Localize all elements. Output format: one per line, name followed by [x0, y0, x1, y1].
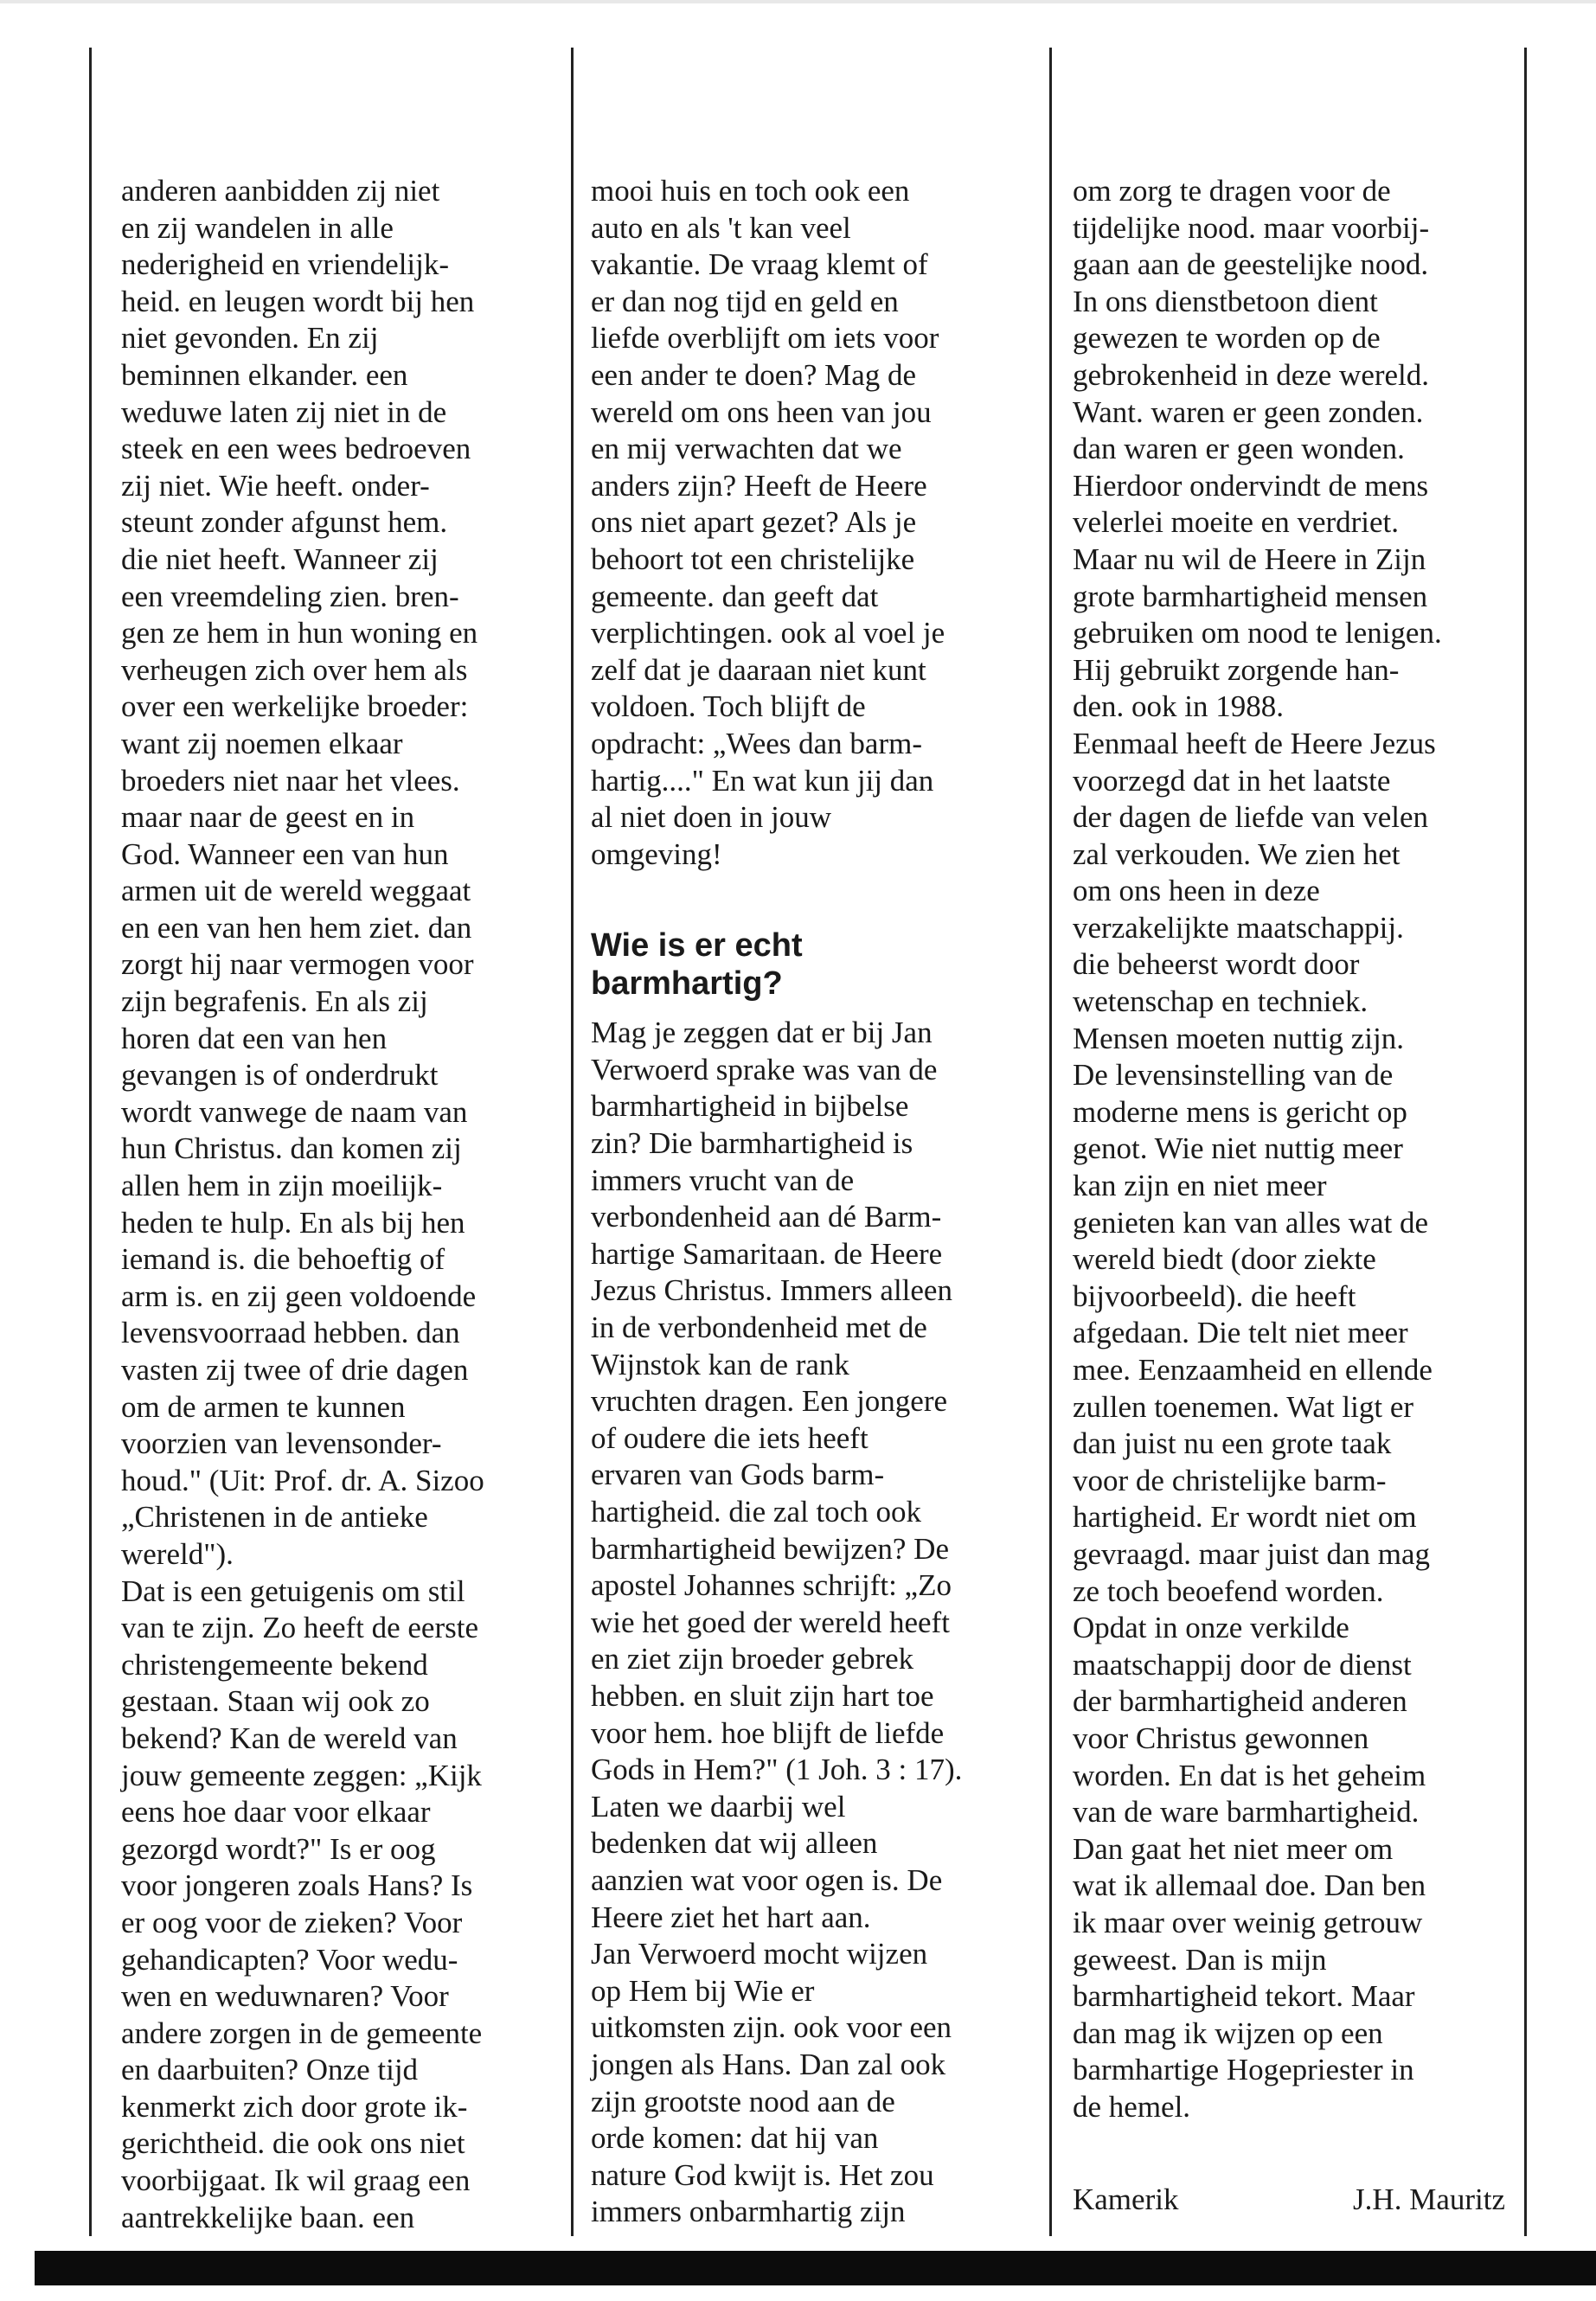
- text-column-2: [591, 173, 1032, 2231]
- text-line: zij niet. Wie heeft. onder-: [121, 468, 430, 503]
- text-line: anders zijn? Heeft de Heere: [591, 468, 927, 503]
- text-line: van te zijn. Zo heeft de eerste: [121, 1611, 478, 1645]
- text-line: dan waren er geen wonden.: [1073, 432, 1405, 466]
- text-line: den. ook in 1988.: [1073, 689, 1285, 724]
- text-line: wordt vanwege de naam van: [121, 1094, 468, 1129]
- text-line: Dan gaat het niet meer om: [1073, 1831, 1394, 1866]
- text-line: Eenmaal heeft de Heere Jezus: [1073, 726, 1436, 760]
- text-line: zin? Die barmhartigheid is: [591, 1126, 913, 1161]
- text-line: beminnen elkander. een: [121, 357, 408, 392]
- text-line: wereld om ons heen van jou: [591, 394, 932, 429]
- text-line: een ander te doen? Mag de: [591, 357, 917, 392]
- signature-author: J.H. Mauritz: [1353, 2182, 1505, 2216]
- text-line: Wijnstok kan de rank: [591, 1347, 849, 1381]
- text-line: Hierdoor ondervindt de mens: [1073, 468, 1429, 503]
- text-line: zelf dat je daaraan niet kunt: [591, 652, 926, 687]
- text-line: over een werkelijke broeder:: [121, 689, 469, 724]
- text-line: wereld biedt (door ziekte: [1073, 1242, 1376, 1277]
- text-line: aanzien wat voor ogen is. De: [591, 1862, 943, 1897]
- column-rule-middle-1: [571, 48, 574, 2236]
- text-line: voor jongeren zoals Hans? Is: [121, 1868, 473, 1903]
- text-line: op Hem bij Wie er: [591, 1973, 815, 2008]
- text-line: voor de christelijke barm-: [1073, 1463, 1387, 1497]
- text-line: andere zorgen in de gemeente: [121, 2016, 483, 2050]
- text-line: jouw gemeente zeggen: „Kijk: [121, 1758, 482, 1792]
- column-rule-right: [1524, 48, 1527, 2236]
- text-line: Gods in Hem?" (1 Joh. 3 : 17).: [591, 1753, 963, 1787]
- text-line: immers onbarmhartig zijn: [591, 2195, 906, 2229]
- text-line: gen ze hem in hun woning en: [121, 616, 478, 651]
- text-line: hebben. en sluit zijn hart toe: [591, 1678, 934, 1713]
- text-line: en een van hen hem ziet. dan: [121, 910, 472, 945]
- text-line: om ons heen in deze: [1073, 874, 1320, 908]
- text-line: Heere ziet het hart aan.: [591, 1900, 871, 1934]
- text-line: genieten kan van alles wat de: [1073, 1205, 1429, 1240]
- text-line: De levensinstelling van de: [1073, 1058, 1394, 1093]
- text-line: christengemeente bekend: [121, 1647, 428, 1682]
- text-line: broeders niet naar het vlees.: [121, 763, 460, 798]
- text-line: Mensen moeten nuttig zijn.: [1073, 1021, 1404, 1055]
- text-line: ervaren van Gods barm-: [591, 1458, 885, 1492]
- text-line: vasten zij twee of drie dagen: [121, 1353, 469, 1387]
- text-line: of oudere die iets heeft: [591, 1420, 869, 1455]
- text-line: uitkomsten zijn. ook voor een: [591, 2010, 952, 2045]
- text-line: eens hoe daar voor elkaar: [121, 1795, 431, 1830]
- section-heading: [591, 926, 1032, 1003]
- text-line: steek en een wees bedroeven: [121, 432, 471, 466]
- text-line: hartigheid. Er wordt niet om: [1073, 1500, 1417, 1535]
- text-line: behoort tot een christelijke: [591, 542, 915, 576]
- text-line: iemand is. die behoeftig of: [121, 1242, 445, 1277]
- text-line: een vreemdeling zien. bren-: [121, 579, 459, 613]
- text-line: Jan Verwoerd mocht wijzen: [591, 1937, 928, 1971]
- text-line: Maar nu wil de Heere in Zijn: [1073, 542, 1426, 576]
- top-edge-line: [0, 0, 1596, 3]
- text-line: maatschappij door de dienst: [1073, 1647, 1412, 1682]
- text-line: verbondenheid aan dé Barm-: [591, 1200, 942, 1234]
- text-line: Dat is een getuigenis om stil: [121, 1574, 465, 1608]
- text-line: wetenschap en techniek.: [1073, 984, 1368, 1019]
- text-line: nature God kwijt is. Het zou: [591, 2157, 934, 2192]
- text-column-3: [1073, 173, 1514, 2125]
- text-line: wereld").: [121, 1536, 234, 1571]
- text-line: hun Christus. dan komen zij: [121, 1131, 462, 1166]
- text-line: horen dat een van hen: [121, 1021, 388, 1055]
- text-line: kenmerkt zich door grote ik-: [121, 2089, 468, 2124]
- text-line: zullen toenemen. Wat ligt er: [1073, 1389, 1414, 1424]
- text-line: gevangen is of onderdrukt: [121, 1058, 439, 1093]
- text-line: heden te hulp. En als bij hen: [121, 1205, 465, 1240]
- text-line: Want. waren er geen zonden.: [1073, 394, 1424, 429]
- text-line: voorzien van levensonder-: [121, 1426, 442, 1461]
- text-line: bekend? Kan de wereld van: [121, 1721, 458, 1755]
- text-line: worden. En dat is het geheim: [1073, 1758, 1426, 1792]
- text-line: der dagen de liefde van velen: [1073, 800, 1429, 835]
- text-line: gevraagd. maar juist dan mag: [1073, 1536, 1431, 1571]
- text-line: heid. en leugen wordt bij hen: [121, 284, 475, 318]
- text-line: allen hem in zijn moeilijk-: [121, 1169, 443, 1203]
- text-line: grote barmhartigheid mensen: [1073, 579, 1428, 613]
- text-line: hartigheid. die zal toch ook: [591, 1495, 921, 1529]
- text-line: velerlei moeite en verdriet.: [1073, 505, 1400, 540]
- signature-place: Kamerik: [1073, 2182, 1179, 2216]
- text-line: van de ware barmhartigheid.: [1073, 1795, 1420, 1830]
- text-line: apostel Johannes schrijft: „Zo: [591, 1568, 952, 1603]
- text-line: barmhartigheid bewijzen? De: [591, 1531, 949, 1566]
- text-line: In ons dienstbetoon dient: [1073, 284, 1378, 318]
- text-line: vakantie. De vraag klemt of: [591, 247, 928, 282]
- text-line: Laten we daarbij wel: [591, 1789, 846, 1823]
- text-line: bedenken dat wij alleen: [591, 1826, 878, 1861]
- text-line: de hemel.: [1073, 2089, 1191, 2124]
- text-line: orde komen: dat hij van: [591, 2121, 879, 2156]
- text-line: verzakelijkte maatschappij.: [1073, 910, 1404, 945]
- text-line: bijvoorbeeld). die heeft: [1073, 1279, 1356, 1313]
- text-line: anderen aanbidden zij niet: [121, 174, 440, 208]
- text-line: barmhartige Hogepriester in: [1073, 2053, 1414, 2087]
- text-line: hartige Samaritaan. de Heere: [591, 1236, 943, 1271]
- text-line: liefde overblijft om iets voor: [591, 321, 939, 356]
- text-column-1: [121, 173, 562, 2236]
- text-line: omgeving!: [591, 836, 722, 871]
- text-line: om zorg te dragen voor de: [1073, 174, 1391, 208]
- text-line: voorzegd dat in het laatste: [1073, 763, 1391, 798]
- text-line: en daarbuiten? Onze tijd: [121, 2053, 419, 2087]
- text-line: opdracht: „Wees dan barm-: [591, 726, 922, 760]
- column-2-paragraph-after: [591, 1015, 1032, 2231]
- column-2-paragraph-before: [591, 173, 1032, 873]
- text-line: barmhartigheid in bijbelse: [591, 1089, 909, 1124]
- text-line: gewezen te worden op de: [1073, 321, 1381, 356]
- text-line: dan mag ik wijzen op een: [1073, 2016, 1383, 2050]
- text-line: maar naar de geest en in: [121, 800, 415, 835]
- text-line: der barmhartigheid anderen: [1073, 1684, 1407, 1719]
- text-line: hartig...." En wat kun jij dan: [591, 763, 934, 798]
- text-line: gebrokenheid in deze wereld.: [1073, 357, 1430, 392]
- text-line: levensvoorraad hebben. dan: [121, 1316, 460, 1350]
- text-line: al niet doen in jouw: [591, 800, 832, 835]
- text-line: en ziet zijn broeder gebrek: [591, 1642, 914, 1676]
- footer-black-bar: [35, 2251, 1596, 2285]
- text-line: genot. Wie niet nuttig meer: [1073, 1131, 1403, 1166]
- text-line: jongen als Hans. Dan zal ook: [591, 2047, 946, 2081]
- text-line: mooi huis en toch ook een: [591, 174, 910, 208]
- text-line: houd." (Uit: Prof. dr. A. Sizoo: [121, 1463, 484, 1497]
- section-heading-line-2: barmhartig?: [591, 965, 783, 1003]
- text-line: voorbijgaat. Ik wil graag een: [121, 2163, 471, 2198]
- text-line: wen en weduwnaren? Voor: [121, 1979, 449, 2014]
- text-line: wat ik allemaal doe. Dan ben: [1073, 1868, 1426, 1903]
- text-line: dan juist nu een grote taak: [1073, 1426, 1392, 1461]
- column-rule-left: [89, 48, 92, 2236]
- text-line: want zij noemen elkaar: [121, 726, 403, 760]
- text-line: weduwe laten zij niet in de: [121, 394, 447, 429]
- column-rule-middle-2: [1049, 48, 1052, 2236]
- text-line: voldoen. Toch blijft de: [591, 689, 866, 724]
- text-line: en zij wandelen in alle: [121, 210, 394, 245]
- text-line: Opdat in onze verkilde: [1073, 1611, 1349, 1645]
- text-line: ons niet apart gezet? Als je: [591, 505, 917, 540]
- text-line: steunt zonder afgunst hem.: [121, 505, 448, 540]
- text-line: moderne mens is gericht op: [1073, 1094, 1407, 1129]
- text-line: gemeente. dan geeft dat: [591, 579, 879, 613]
- text-line: aantrekkelijke baan. een: [121, 2200, 415, 2234]
- text-line: gezorgd wordt?" Is er oog: [121, 1831, 436, 1866]
- text-line: er oog voor de zieken? Voor: [121, 1905, 463, 1939]
- text-line: gebruiken om nood te lenigen.: [1073, 616, 1442, 651]
- text-line: zal verkouden. We zien het: [1073, 836, 1401, 871]
- text-line: in de verbondenheid met de: [591, 1311, 927, 1345]
- text-line: wie het goed der wereld heeft: [591, 1605, 950, 1639]
- section-heading-line-1: Wie is er echt: [591, 927, 803, 965]
- text-line: zijn grootste nood aan de: [591, 2084, 895, 2118]
- text-line: Hij gebruikt zorgende han-: [1073, 652, 1400, 687]
- text-line: die niet heeft. Wanneer zij: [121, 542, 439, 576]
- text-line: Verwoerd sprake was van de: [591, 1052, 938, 1086]
- text-line: Jezus Christus. Immers alleen: [591, 1273, 952, 1308]
- text-line: Mag je zeggen dat er bij Jan: [591, 1016, 933, 1050]
- text-line: ze toch beoefend worden.: [1073, 1574, 1384, 1608]
- text-line: arm is. en zij geen voldoende: [121, 1279, 477, 1313]
- text-line: armen uit de wereld weggaat: [121, 874, 471, 908]
- text-line: gehandicapten? Voor wedu-: [121, 1942, 458, 1977]
- text-line: vruchten dragen. Een jongere: [591, 1384, 948, 1419]
- text-line: geweest. Dan is mijn: [1073, 1942, 1327, 1977]
- text-line: gestaan. Staan wij ook zo: [121, 1684, 430, 1719]
- text-line: en mij verwachten dat we: [591, 432, 902, 466]
- text-line: gaan aan de geestelijke nood.: [1073, 247, 1429, 282]
- text-line: gerichtheid. die ook ons niet: [121, 2126, 465, 2161]
- text-line: auto en als 't kan veel: [591, 210, 851, 245]
- text-line: niet gevonden. En zij: [121, 321, 379, 356]
- text-line: zorgt hij naar vermogen voor: [121, 947, 474, 982]
- text-line: mee. Eenzaamheid en ellende: [1073, 1353, 1433, 1387]
- text-line: kan zijn en niet meer: [1073, 1169, 1327, 1203]
- text-line: immers vrucht van de: [591, 1163, 855, 1197]
- text-line: „Christenen in de antieke: [121, 1500, 428, 1535]
- text-line: verplichtingen. ook al voel je: [591, 616, 945, 651]
- text-line: God. Wanneer een van hun: [121, 836, 449, 871]
- text-line: zijn begrafenis. En als zij: [121, 984, 428, 1019]
- text-line: ik maar over weinig getrouw: [1073, 1905, 1423, 1939]
- text-line: afgedaan. Die telt niet meer: [1073, 1316, 1408, 1350]
- text-line: barmhartigheid tekort. Maar: [1073, 1979, 1415, 2014]
- text-line: om de armen te kunnen: [121, 1389, 406, 1424]
- text-line: die beheerst wordt door: [1073, 947, 1360, 982]
- text-line: er dan nog tijd en geld en: [591, 284, 899, 318]
- text-line: tijdelijke nood. maar voorbij-: [1073, 210, 1430, 245]
- text-line: voor Christus gewonnen: [1073, 1721, 1369, 1755]
- text-line: verheugen zich over hem als: [121, 652, 468, 687]
- text-line: nederigheid en vriendelijk-: [121, 247, 450, 282]
- text-line: voor hem. hoe blijft de liefde: [591, 1715, 945, 1750]
